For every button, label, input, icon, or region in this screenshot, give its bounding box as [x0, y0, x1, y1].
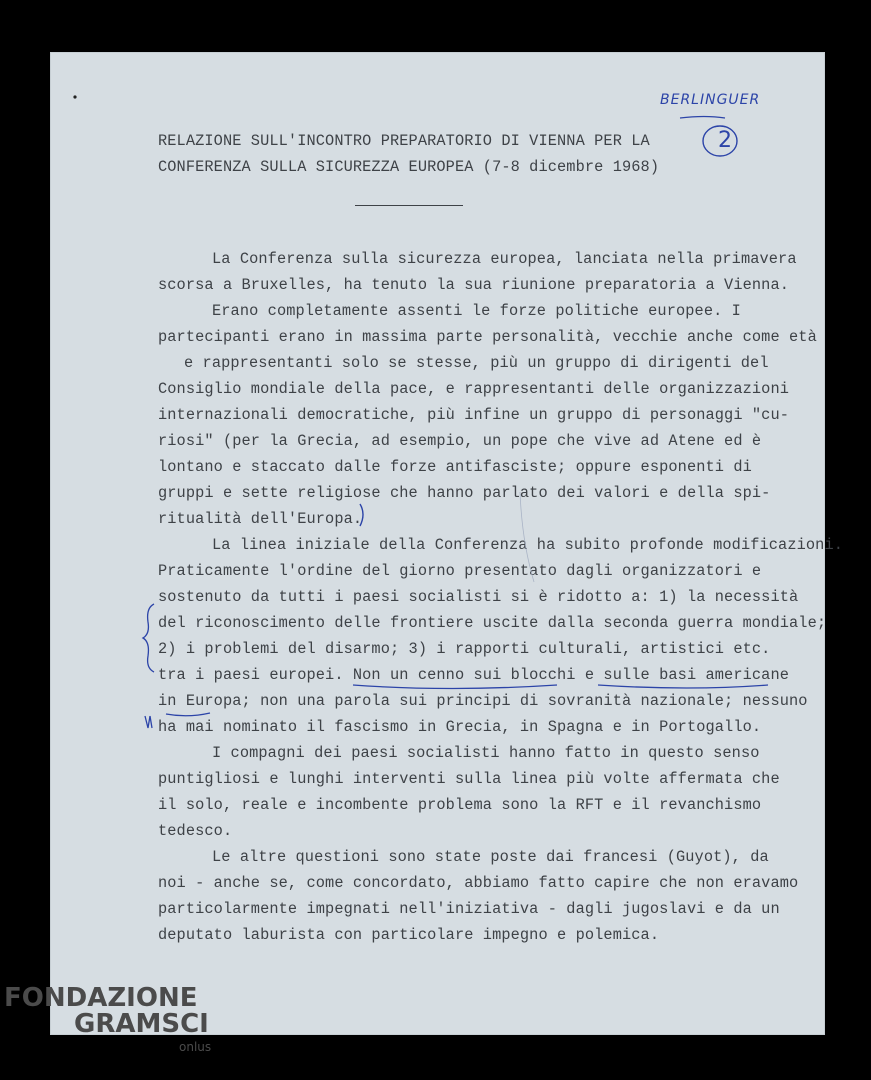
body-line: noi - anche se, come concordato, abbiamo fatto capire che non eravamo: [158, 874, 799, 892]
body-line: tedesco.: [158, 822, 233, 840]
underline-blocchi: [353, 685, 557, 689]
body-line: Praticamente l'ordine del giorno presentato dagli organizzatori e: [158, 562, 762, 580]
handwritten-name-annotation: BERLINGUER: [660, 92, 761, 108]
body-line: I compagni dei paesi socialisti hanno fatto in questo senso: [212, 744, 760, 762]
watermark-line-3: onlus: [179, 1039, 212, 1054]
faint-pencil-stroke: [520, 492, 534, 582]
body-line: 2) i problemi del disarmo; 3) i rapporti culturali, artistici etc.: [158, 640, 771, 658]
body-line: ha mai nominato il fascismo in Grecia, in Spagna e in Portogallo.: [158, 718, 762, 736]
body-line: scorsa a Bruxelles, ha tenuto la sua riunione preparatoria a Vienna.: [158, 276, 790, 294]
body-line: Le altre questioni sono state poste dai francesi (Guyot), da: [212, 848, 769, 866]
name-underline: [680, 117, 725, 119]
body-line: deputato laburista con particolare impegno e polemica.: [158, 926, 660, 944]
watermark-line-2: GRAMSCI: [74, 1009, 209, 1039]
body-line: La linea iniziale della Conferenza ha subito profonde modificazioni.: [212, 536, 844, 554]
underline-basi-americane: [598, 685, 768, 688]
body-line: lontano e staccato dalle forze antifasciste; oppure esponenti di: [158, 458, 752, 476]
title-line: RELAZIONE SULL'INCONTRO PREPARATORIO DI VIENNA PER LA: [158, 132, 650, 150]
body-line: gruppi e sette religiose che hanno parlato dei valori e della spi-: [158, 484, 771, 502]
document-page: [50, 52, 844, 1035]
body-line: Consiglio mondiale della pace, e rappresentanti delle organizzazioni: [158, 380, 790, 398]
body-line: particolarmente impegnati nell'iniziativa - dagli jugoslavi e da un: [158, 900, 780, 918]
watermark-line-1: FONDAZIONE: [4, 983, 198, 1013]
handwritten-pen-marks: [50, 52, 825, 1035]
handwritten-page-number: 2: [718, 128, 732, 153]
underline-europa: [166, 713, 210, 716]
margin-check-mark: [145, 716, 152, 728]
body-line: partecipanti erano in massima parte personalità, vecchie anche come età: [158, 328, 817, 346]
margin-brace-mark: [143, 604, 154, 672]
body-line: in Europa; non una parola sui principi di sovranità nazionale; nessuno: [158, 692, 808, 710]
body-line: Erano completamente assenti le forze politiche europee. I: [212, 302, 741, 320]
body-line: internazionali democratiche, più infine un gruppo di personaggi "cu-: [158, 406, 790, 424]
body-line: e rappresentanti solo se stesse, più un gruppo di dirigenti del: [184, 354, 769, 372]
title-line: CONFERENZA SULLA SICUREZZA EUROPEA (7-8 dicembre 1968): [158, 158, 660, 176]
page-number-circle: [703, 126, 737, 156]
body-line: puntigliosi e lunghi interventi sulla linea più volte affermata che: [158, 770, 780, 788]
body-line: il solo, reale e incombente problema sono la RFT e il revanchismo: [158, 796, 762, 814]
body-line: sostenuto da tutti i paesi socialisti si è ridotto a: 1) la necessità: [158, 588, 799, 606]
body-line: tra i paesi europei. Non un cenno sui blocchi e sulle basi americane: [158, 666, 790, 684]
body-line: del riconoscimento delle frontiere uscite dalla seconda guerra mondiale;: [158, 614, 827, 632]
body-line: ritualità dell'Europa.: [158, 510, 363, 528]
ink-dot: [73, 95, 76, 98]
fondazione-gramsci-watermark: [4, 985, 211, 1054]
closing-bracket-mark: [360, 504, 363, 526]
body-line: La Conferenza sulla sicurezza europea, lanciata nella primavera: [212, 250, 797, 268]
body-line: riosi" (per la Grecia, ad esempio, un pope che vive ad Atene ed è: [158, 432, 762, 450]
